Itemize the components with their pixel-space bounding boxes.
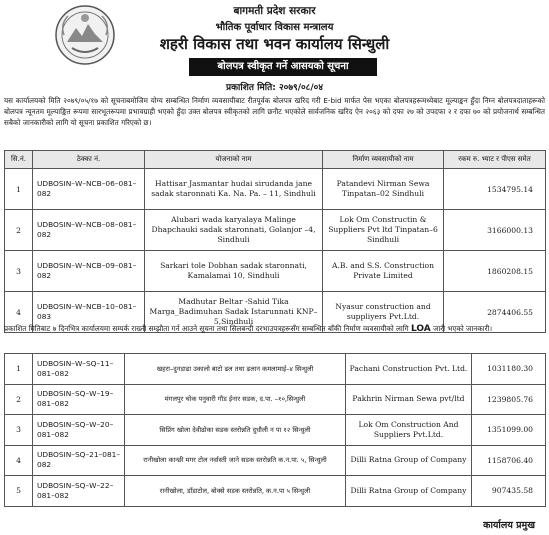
row-project-name: Sarkari tole Dobhan sadak staronnati, Kamalamai 10, Sindhuli — [145, 251, 323, 292]
table-row — [5, 251, 546, 292]
row-project-name: खहरा–दुनडाढा उकालो बाटो ढल तथा ढलान कमलामाई–४ सिन्धुली — [125, 354, 346, 385]
intro-paragraph: यस कार्यालयको मिति २०७९/०५/१७ को सूचनाबमोजिम योग्य सम्बन्धित निर्माण व्यवसायीबाट रीतपूर्वक बोलपत्र खरिद गरी E-bid मार्फत पेस भएका बोलपत्रहरूमध्येबाट मूल्याङ्कन हुँदा निम्न बोलपत्रदाताहरूको बोलपत्र न्यूनतम मूल्याङ्कित रूपमा सारभूतरूपमा प्रभावग्राही भएको हुँदा उक्त बोलपत्र स्वीकृतको लागि छनौट भएकोले सार्वजनिक खरिद ऐन २०६३ को दफा २७ को उपदफा २ र दफा ७० को प्रयोजनार्थ सम्बन्धित सबैको जानकारीको लागि यो सूचना प्रकाशित गरिएको छ। — [4, 96, 545, 127]
row-contract-no: UDBOSIN–W–NCB–06–081–082 — [33, 169, 145, 210]
row-builder-name: Nyasur construction and suppliyers Pvt.Ltd. — [323, 292, 444, 333]
row-sn: 1 — [5, 169, 33, 210]
row-builder-name: Pachani Construction Pvt. Ltd. — [346, 354, 472, 385]
header-sn: सि.नं. — [5, 151, 33, 169]
row-project-name: Hattisar Jasmantar hudai sirudanda jane sadak staronnati Ka. Na. Pa. – 11, Sindhuli — [145, 169, 323, 210]
row-builder-name: Patandevi Nirman Sewa Tinpatan–02 Sindhuli — [323, 169, 444, 210]
table-row — [5, 445, 546, 476]
row-amount: 3166000.13 — [444, 210, 546, 251]
row-project-name: Alubari wada karyalaya Malinge Dhapchauki sadak staronnati, Golanjor –4, Sindhuli — [145, 210, 323, 251]
row-builder-name: Pakhrin Nirman Sewa pvt/ltd — [346, 384, 472, 415]
row-builder-name: Dilli Ratna Group of Company — [346, 476, 472, 507]
row-contract-no: UDBOSIN–W–NCB–09–081–082 — [33, 251, 145, 292]
row-project-name: Madhutar Beltar -Sahid Tika Marga_Badimuhan Sadak Istarunnati KNP–5,Sindhuli — [145, 292, 323, 333]
table-row — [5, 384, 546, 415]
row-contract-no: UDBOSIN–SQ–W–19–081–082 — [33, 384, 125, 415]
loa-table — [4, 353, 546, 507]
header-builder-name: निर्माण व्यवसायीको नाम — [323, 151, 444, 169]
office-name: शहरी विकास तथा भवन कार्यालय सिन्धुली — [159, 35, 390, 53]
row-project-name: सिप्रिंग खोला देवीढोका सडक स्तरोन्नति दुधौली न पा १२ सिन्धुली — [125, 415, 346, 446]
row-sn: 3 — [5, 415, 33, 446]
row-sn: 5 — [5, 476, 33, 507]
loa-label: LOA — [410, 324, 431, 334]
row-amount: 2874406.55 — [444, 292, 546, 333]
row-amount: 1158706.40 — [472, 445, 546, 476]
table-header-row — [5, 151, 546, 169]
loa-notice-paragraph — [4, 323, 545, 335]
header-amount: रकम रु. भ्याट र पीएस समेत — [444, 151, 546, 169]
bid-acceptance-table — [4, 150, 546, 333]
table-row — [5, 169, 546, 210]
table-row — [5, 354, 546, 385]
notice-title: बोलपत्र स्वीकृत गर्ने आसयको सूचना — [189, 58, 377, 76]
province-name: बागमती प्रदेश सरकार — [233, 5, 316, 17]
row-amount: 1860208.15 — [444, 251, 546, 292]
row-builder-name: Lok Om Construction And Suppliers Pvt.Ltd. — [346, 415, 472, 446]
header-contract-no: ठेक्का नं. — [33, 151, 145, 169]
row-project-name: मंगलपुर चोक पनुवारी गौड ईनार सडक, द.पा. –१०,सिन्धुली — [125, 384, 346, 415]
row-amount: 907435.58 — [472, 476, 546, 507]
row-contract-no: UDBOSIN–SQ–W–22–081–082 — [33, 476, 125, 507]
row-project-name: रानीखोला, डाँडाटोल, बोक्से सडक स्तरोन्नति, क.न.पा ५ सिन्धुली — [125, 476, 346, 507]
loa-notice-text: प्रकाशित मितिबाट ७ दिनभित्र कार्यालयमा सम्पर्क राख्नी सम्झौता गर्न आउने सूचना तथा सिलबन्दी दरभाउपत्रहरूसँग सम्बन्धित बाँकी निर्माण व्यवसायीको लागि — [4, 324, 409, 333]
office-head-signature: कार्यालय प्रमुख — [483, 520, 535, 531]
row-sn: 4 — [5, 445, 33, 476]
header-project-name: योजनाको नाम — [145, 151, 323, 169]
row-contract-no: UDBOSIN–W–NCB–08–081–082 — [33, 210, 145, 251]
row-amount: 1351099.00 — [472, 415, 546, 446]
row-amount: 1534795.14 — [444, 169, 546, 210]
publish-date: प्रकाशित मिति: २०७९/०८/०४ — [226, 83, 323, 93]
row-sn: 2 — [5, 384, 33, 415]
row-contract-no: UDBOSIN–W–SQ–11–081–082 — [33, 354, 125, 385]
row-sn: 3 — [5, 251, 33, 292]
row-project-name: रानीखोला कान्छी मगर टोल नर्वास्ती जाने सडक स्तरोन्नति क.न.पा. ५, सिन्धुली — [125, 445, 346, 476]
row-contract-no: UDBOSIN–SQ–W–20–081–082 — [33, 415, 125, 446]
loa-notice-tail: जारी भएको जानकारी। — [433, 324, 493, 333]
row-builder-name: Lok Om Constructin & Suppliers Pvt ltd Tinpatan–6 Sindhuli — [323, 210, 444, 251]
table-row — [5, 415, 546, 446]
row-amount: 1031180.30 — [472, 354, 546, 385]
row-builder-name: Dilli Ratna Group of Company — [346, 445, 472, 476]
table-row — [5, 210, 546, 251]
ministry-name: भौतिक पूर्वाधार विकास मन्त्रालय — [215, 22, 334, 33]
row-contract-no: UDBOSIN–SQ–21–081–082 — [33, 445, 125, 476]
table-row — [5, 476, 546, 507]
row-builder-name: A.B. and S.S. Construction Private Limited — [323, 251, 444, 292]
row-sn: 1 — [5, 354, 33, 385]
row-sn: 4 — [5, 292, 33, 333]
row-sn: 2 — [5, 210, 33, 251]
row-amount: 1239805.76 — [472, 384, 546, 415]
row-contract-no: UDBOSIN–W–NCB–10–081–083 — [33, 292, 145, 333]
